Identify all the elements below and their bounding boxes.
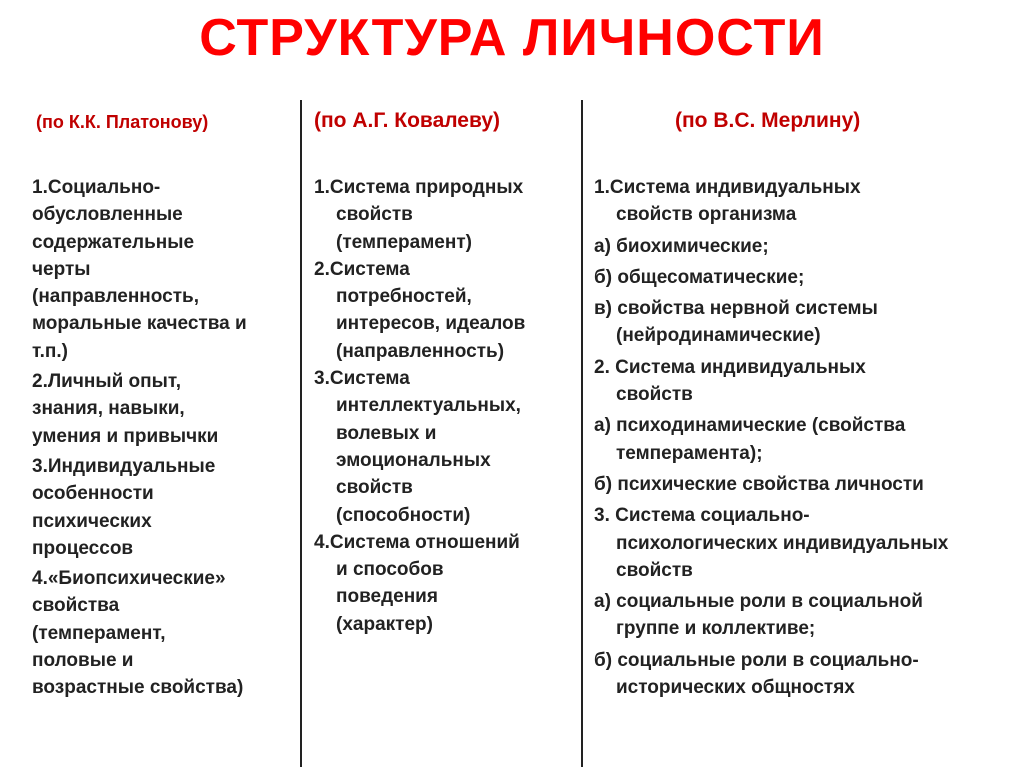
list-item: 3.Индивидуальные особенности психических процессов [32,455,216,559]
column-merlin [594,174,1014,701]
list-item: а) психодинамические (свойства темперамента); [594,415,906,464]
list-item: 4.«Биопсихические» свойства (темперамент, половые и возрастные свойства) [32,568,244,699]
list-item: 1.Социально- обусловленные содержательные черты (направленность, моральные качества и т.п.) [32,177,247,362]
list-item: 1.Система природных свойств (темперамент) [314,177,524,253]
list-item: 4.Система отношений и способов поведения (характер) [314,531,520,635]
list-item: 2.Система потребностей, интересов, идеалов (направленность) [314,258,526,362]
list-item: 3.Система интеллектуальных, волевых и эмоциональных свойств (способности) [314,368,521,526]
list-item: 2. Система индивидуальных свойств [594,356,866,406]
list-item: в) свойства нервной системы (нейродинамические) [594,298,878,347]
column-heading-platonov: (по К.К. Платонову) [36,112,209,132]
list-item: а) социальные роли в социальной группе и коллективе; [594,591,923,640]
list-item: 2.Личный опыт, знания, навыки, умения и привычки [32,371,219,447]
column-heading-kovalev: (по А.Г. Ковалеву) [314,109,501,132]
page-title: СТРУКТУРА ЛИЧНОСТИ [199,9,825,67]
list-item: б) социальные роли в социально- исторических общностях [594,649,919,699]
column-heading-merlin: (по В.С. Мерлину) [675,109,861,132]
column-kovalev [314,174,578,638]
list-item: а) биохимические; [594,235,769,257]
column-divider [581,100,583,767]
list-item: б) психические свойства личности [594,473,924,495]
list-item: 1.Система индивидуальных свойств организма [594,177,861,226]
column-divider [300,100,302,767]
list-item: 3. Система социально- психологических индивидуальных свойств [594,505,949,581]
list-item: б) общесоматические; [594,266,805,288]
column-platonov [32,174,294,702]
